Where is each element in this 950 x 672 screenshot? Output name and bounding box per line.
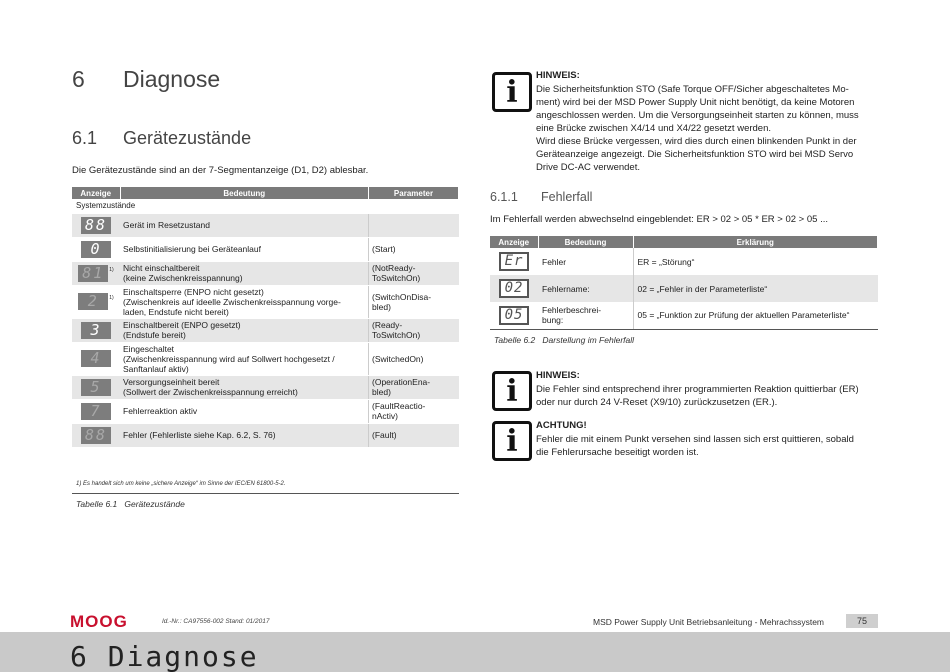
note3-text: Fehler die mit einem Punkt versehen sind lassen sich erst quittieren, sobald die Fehlerursache beseitigt worden ist. <box>536 434 854 458</box>
device-states-table <box>72 187 459 448</box>
table-row <box>72 237 459 261</box>
seven-segment-display: 88 <box>81 217 111 234</box>
row-parameter: (Ready- ToSwitchOn) <box>369 318 459 342</box>
seven-segment-cell <box>72 261 120 285</box>
table2-header-explanation: Erklärung <box>633 236 878 248</box>
row-meaning: Fehlerreaktion aktiv <box>120 399 369 423</box>
row-meaning: Fehlername: <box>538 275 633 302</box>
row-parameter: (Start) <box>369 237 459 261</box>
chapter-number: 6 <box>72 66 85 92</box>
row-parameter: (OperationEna- bled) <box>369 375 459 399</box>
seven-segment-cell <box>490 275 538 302</box>
table1-caption <box>76 499 185 509</box>
row-explanation: 05 = „Funktion zur Prüfung der aktuellen Parameterliste“ <box>633 302 878 329</box>
subsection-number: 6.1.1 <box>490 190 518 204</box>
subsection-title: Fehlerfall <box>541 190 593 204</box>
section-number: 6.1 <box>72 128 98 148</box>
page-number: 75 <box>846 614 878 628</box>
seven-segment-display: 81 <box>78 265 108 282</box>
table-row <box>72 375 459 399</box>
seven-segment-display: 88 <box>81 427 111 444</box>
table-row <box>490 275 878 302</box>
seven-segment-cell <box>72 375 120 399</box>
table2-caption <box>494 335 634 345</box>
seven-segment-cell <box>490 302 538 329</box>
table-row <box>72 318 459 342</box>
row-meaning: Einschaltbereit (ENPO gesetzt) (Endstufe bereit) <box>120 318 369 342</box>
row-meaning: Fehlerbeschrei- bung: <box>538 302 633 329</box>
seven-segment-display: 2 <box>78 293 108 310</box>
row-meaning: Eingeschaltet (Zwischenkreisspannung wird auf Sollwert hochgesetzt / Sanftanlauf aktiv) <box>120 342 369 375</box>
table-row <box>72 399 459 423</box>
table-header-parameter: Parameter <box>369 187 459 199</box>
note2-heading: HINWEIS: <box>536 370 580 381</box>
table-row <box>72 213 459 237</box>
note3-heading: ACHTUNG! <box>536 420 587 431</box>
seven-segment-display: 0 <box>81 241 111 258</box>
chapter-title: Diagnose <box>123 66 221 92</box>
footer-doc-title: MSD Power Supply Unit Betriebsanleitung - Mehrachssystem <box>593 617 825 627</box>
info-i-icon: i <box>492 72 532 112</box>
info-i-icon: i <box>492 421 532 461</box>
table-header-display: Anzeige <box>72 187 120 199</box>
seven-segment-display: 5 <box>81 379 111 396</box>
fehlerfall-text: Im Fehlerfall werden abwechselnd eingeblendet: ER > 02 > 05 * ER > 02 > 05 ... <box>490 214 828 225</box>
seven-segment-cell <box>72 285 120 318</box>
note2 <box>536 370 878 409</box>
table1-caption-number: Tabelle 6.1 <box>76 499 118 509</box>
table-row <box>72 342 459 375</box>
seven-segment-cell <box>72 342 120 375</box>
row-parameter: (Fault) <box>369 423 459 447</box>
seven-segment-display: 3 <box>81 322 111 339</box>
seven-segment-display: 02 <box>499 279 529 298</box>
seven-segment-display: Er <box>499 252 529 271</box>
seven-segment-cell <box>72 318 120 342</box>
row-meaning: Fehler (Fehlerliste siehe Kap. 6.2, S. 76) <box>120 423 369 447</box>
note1-heading: HINWEIS: <box>536 70 580 81</box>
info-i-icon: i <box>492 371 532 411</box>
seven-segment-cell <box>72 213 120 237</box>
seven-segment-display: 4 <box>81 350 111 367</box>
seven-segment-cell <box>490 248 538 275</box>
footnote-marker: 1) <box>109 295 114 301</box>
table2-header-display: Anzeige <box>490 236 538 248</box>
row-parameter <box>369 213 459 237</box>
table-footnote: 1) Es handelt sich um keine „sichere Anzeige“ im Sinne der IEC/EN 61800-5-2. <box>76 481 286 487</box>
table-row <box>72 423 459 447</box>
row-meaning: Fehler <box>538 248 633 275</box>
section-title: Gerätezustände <box>123 128 252 148</box>
table-row <box>490 248 878 275</box>
intro-text: Die Gerätezustände sind an der 7-Segmentanzeige (D1, D2) ablesbar. <box>72 165 369 176</box>
row-parameter: (FaultReactio- nActiv) <box>369 399 459 423</box>
row-explanation: 02 = „Fehler in der Parameterliste“ <box>633 275 878 302</box>
moog-logo: MOOG <box>70 612 128 631</box>
row-meaning: Gerät im Resetzustand <box>120 213 369 237</box>
seven-segment-cell <box>72 237 120 261</box>
seven-segment-cell <box>72 423 120 447</box>
bottom-band-chapter: 6 Diagnose <box>70 640 259 672</box>
note3 <box>536 420 878 459</box>
table-header-meaning: Bedeutung <box>120 187 369 199</box>
footer-id: Id.-Nr.: CA97556-002 Stand: 01/2017 <box>162 618 270 625</box>
note1-text: Die Sicherheitsfunktion STO (Safe Torque OFF/Sicher abgeschaltetes Mo- ment) wird bei der MSD Power Supply Unit nicht benötigt, da keine Motoren angeschlossen werden. Um die Versorgungseinheit starten zu können, muss eine Brücke zwischen X4/14 und X4/22 gesetzt werden. Wird diese Brücke vergessen, wird dies durch einen blinkenden Punkt in der Geräteanzeige angezeigt. Die Sicherheitsfunktion STO wird bei MSD Servo Drive DC-AC verwendet. <box>536 84 859 173</box>
seven-segment-display: 05 <box>499 306 529 325</box>
table2-caption-number: Tabelle 6.2 <box>494 335 536 345</box>
footnote-marker: 1) <box>109 266 114 273</box>
row-meaning: Selbstinitialisierung bei Geräteanlauf <box>120 237 369 261</box>
table-group-label: Systemzustände <box>72 199 459 213</box>
table2-header-meaning: Bedeutung <box>538 236 633 248</box>
table-bottom-rule <box>72 493 459 494</box>
table-row <box>72 285 459 318</box>
row-meaning: Versorgungseinheit bereit (Sollwert der Zwischenkreisspannung erreicht) <box>120 375 369 399</box>
row-parameter: (SwitchedOn) <box>369 342 459 375</box>
table1-caption-text: Gerätezustände <box>124 499 185 509</box>
row-meaning: Nicht einschaltbereit (keine Zwischenkreisspannung) <box>120 261 369 285</box>
seven-segment-cell <box>72 399 120 423</box>
error-display-table <box>490 236 878 330</box>
row-meaning: Einschaltsperre (ENPO nicht gesetzt) (Zwischenkreis auf ideelle Zwischenkreisspannung vorge- laden, Endstufe nicht bereit) <box>120 285 369 318</box>
row-explanation: ER = „Störung“ <box>637 256 695 267</box>
table-row <box>72 261 459 285</box>
seven-segment-display: 7 <box>81 403 111 420</box>
note1 <box>536 70 878 174</box>
row-parameter: (SwitchOnDisa- bled) <box>369 285 459 318</box>
row-parameter: (NotReady- ToSwitchOn) <box>369 261 459 285</box>
note2-text: Die Fehler sind entsprechend ihrer programmierten Reaktion quittierbar (ER) oder nur durch 24 V-Reset (X9/10) zurückzusetzen (ER.). <box>536 384 859 408</box>
table-row <box>490 302 878 329</box>
table2-caption-text: Darstellung im Fehlerfall <box>542 335 635 345</box>
